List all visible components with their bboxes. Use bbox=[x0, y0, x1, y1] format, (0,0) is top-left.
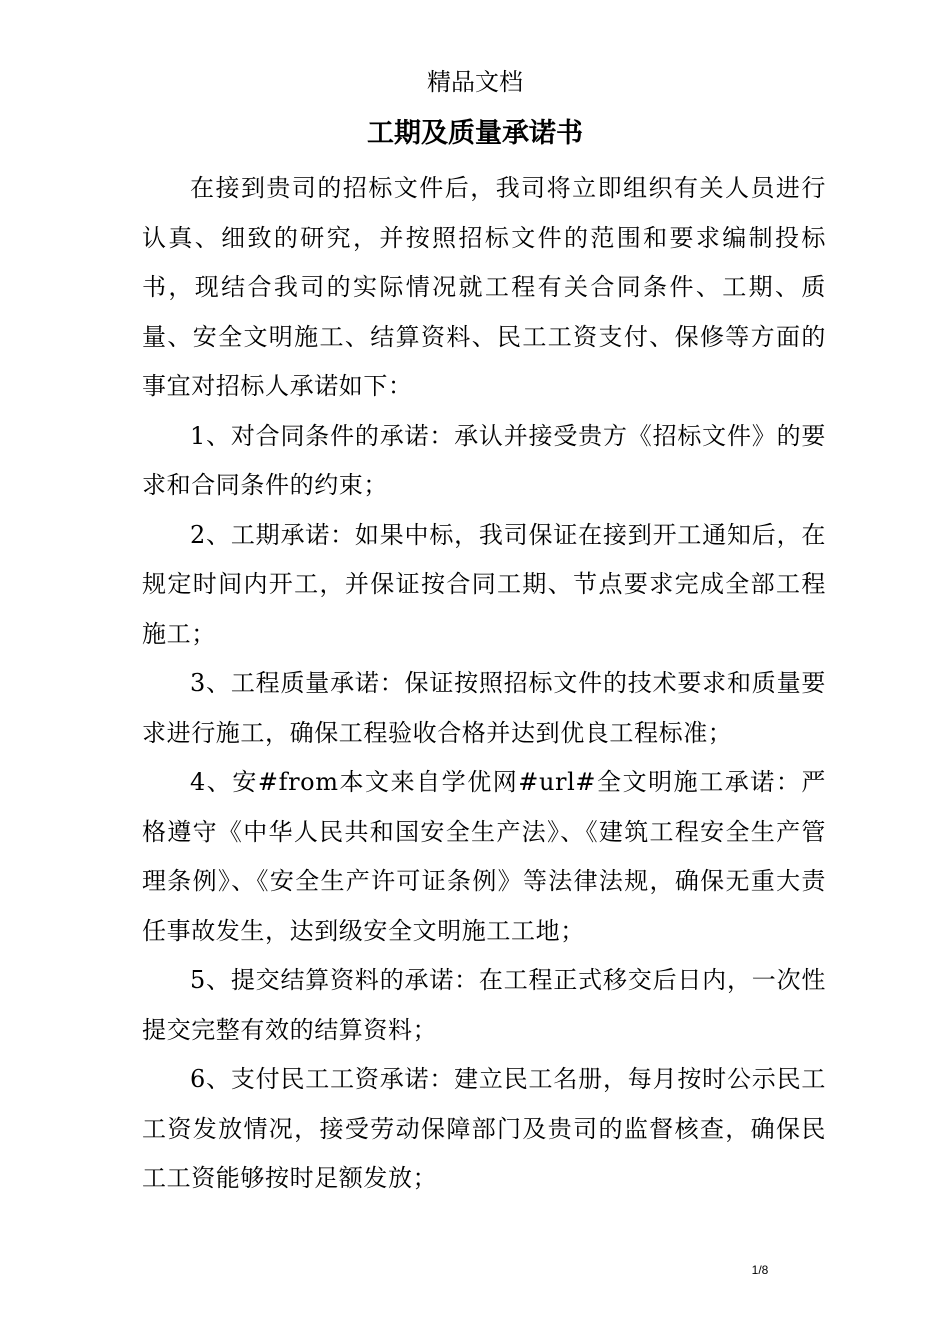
page-number: 1/8 bbox=[751, 1263, 769, 1277]
page-header: 精品文档 bbox=[427, 68, 523, 96]
paragraph-safety: 4、安#from本文来自学优网#url#全文明施工承诺：严格遵守《中华人民共和国安全生产法》、《建筑工程安全生产管理条例》、《安全生产许可证条例》等法律法规，确保无重大责任事故发生，达到级安全文明施工工地； bbox=[142, 768, 826, 945]
paragraph-settlement: 5、提交结算资料的承诺：在工程正式移交后日内，一次性提交完整有效的结算资料； bbox=[142, 966, 826, 1044]
paragraph-schedule: 2、工期承诺：如果中标，我司保证在接到开工通知后，在规定时间内开工，并保证按合同工期、节点要求完成全部工程施工； bbox=[142, 520, 826, 648]
paragraph-intro: 在接到贵司的招标文件后，我司将立即组织有关人员进行认真、细致的研究，并按照招标文件的范围和要求编制投标书，现结合我司的实际情况就工程有关合同条件、工期、质量、安全文明施工、结算资料、民工工资支付、保修等方面的事宜对招标人承诺如下： bbox=[142, 174, 826, 400]
document-title: 工期及质量承诺书 bbox=[367, 118, 583, 149]
document-body bbox=[142, 164, 826, 1204]
paragraph-contract-terms: 1、对合同条件的承诺：承认并接受贵方《招标文件》的要求和合同条件的约束； bbox=[142, 421, 826, 499]
paragraph-quality: 3、工程质量承诺：保证按照招标文件的技术要求和质量要求进行施工，确保工程验收合格并达到优良工程标准； bbox=[142, 669, 826, 747]
paragraph-wages: 6、支付民工工资承诺：建立民工名册，每月按时公示民工工资发放情况，接受劳动保障部门及贵司的监督核查，确保民工工资能够按时足额发放； bbox=[142, 1065, 826, 1192]
